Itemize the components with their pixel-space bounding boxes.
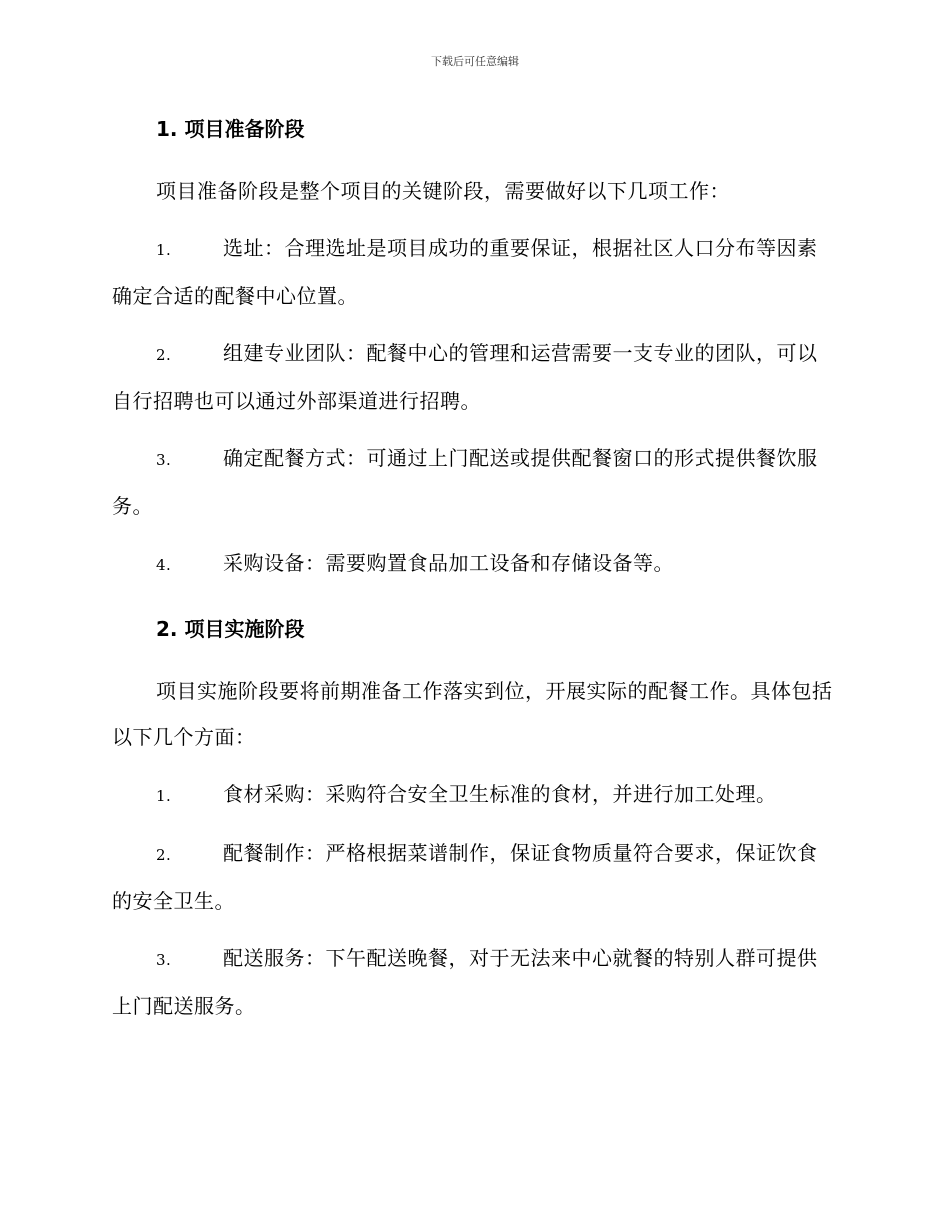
list-item-number: 3. bbox=[156, 951, 172, 969]
list-item-number: 2. bbox=[156, 346, 172, 364]
list-item-text: 确定配餐方式：可通过上门配送或提供配餐窗口的形式提供餐饮服务。 bbox=[112, 446, 818, 518]
list-item bbox=[112, 771, 834, 819]
section-heading-implementation: 2. 项目实施阶段 bbox=[156, 617, 305, 641]
list-item bbox=[112, 830, 834, 924]
list-item bbox=[112, 540, 834, 588]
list-item-number: 4. bbox=[156, 556, 172, 574]
section-heading-preparation: 1. 项目准备阶段 bbox=[156, 117, 305, 141]
list-item bbox=[112, 330, 834, 424]
list-item-number: 2. bbox=[156, 846, 172, 864]
document-body bbox=[112, 110, 834, 1040]
list-item bbox=[112, 935, 834, 1029]
list-item bbox=[112, 225, 834, 319]
list-item-text: 组建专业团队：配餐中心的管理和运营需要一支专业的团队，可以自行招聘也可以通过外部渠道进行招聘。 bbox=[112, 341, 818, 413]
section-intro-preparation: 项目准备阶段是整个项目的关键阶段，需要做好以下几项工作： bbox=[156, 179, 730, 203]
list-item-number: 1. bbox=[156, 241, 172, 259]
section-intro-implementation: 项目实施阶段要将前期准备工作落实到位，开展实际的配餐工作。具体包括以下几个方面： bbox=[112, 679, 833, 749]
list-item-text: 采购设备：需要购置食品加工设备和存储设备等。 bbox=[223, 551, 674, 575]
list-item-text: 配送服务：下午配送晚餐，对于无法来中心就餐的特别人群可提供上门配送服务。 bbox=[112, 946, 818, 1018]
list-item bbox=[112, 435, 834, 529]
page-header-note: 下载后可任意编辑 bbox=[431, 55, 519, 68]
list-item-number: 3. bbox=[156, 451, 172, 469]
list-item-text: 选址：合理选址是项目成功的重要保证，根据社区人口分布等因素确定合适的配餐中心位置。 bbox=[112, 236, 818, 308]
list-item-text: 配餐制作：严格根据菜谱制作，保证食物质量符合要求，保证饮食的安全卫生。 bbox=[112, 841, 818, 913]
list-item-text: 食材采购：采购符合安全卫生标准的食材，并进行加工处理。 bbox=[223, 782, 777, 806]
list-item-number: 1. bbox=[156, 787, 172, 805]
